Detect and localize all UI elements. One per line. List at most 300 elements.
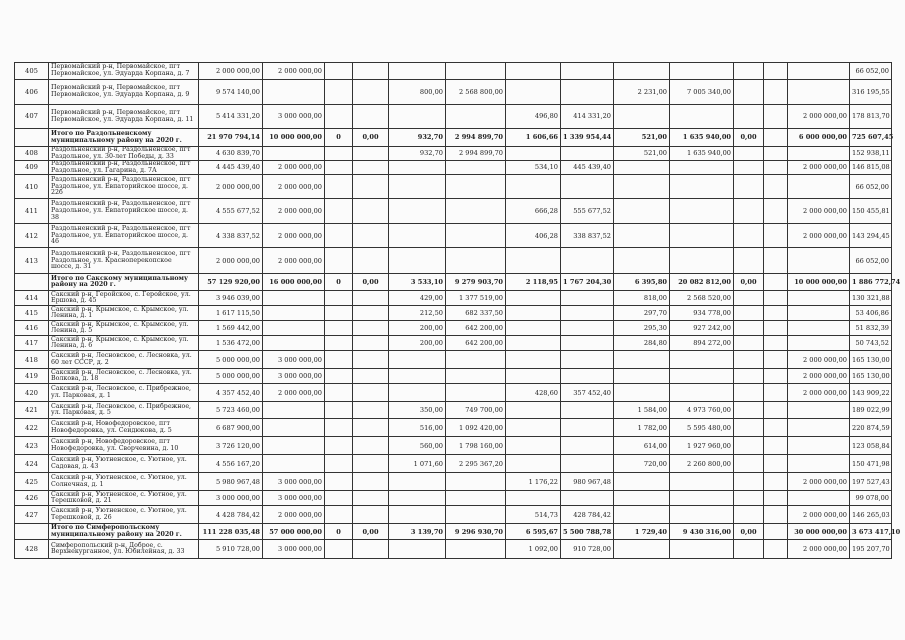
value-cell-c11	[734, 321, 764, 336]
value-cell-c13: 2 000 000,00	[788, 105, 850, 129]
value-cell-c11	[734, 369, 764, 384]
row-number	[15, 129, 49, 147]
value-cell-c13	[788, 248, 850, 274]
value-cell-c4	[353, 384, 389, 402]
table-row	[15, 369, 892, 384]
value-cell-c14: 146 815,08	[850, 161, 892, 175]
value-cell-c12	[764, 455, 788, 473]
value-cell-c11	[734, 506, 764, 524]
value-cell-c10	[670, 473, 734, 491]
value-cell-c13: 2 000 000,00	[788, 540, 850, 559]
value-cell-c14: 220 874,59	[850, 419, 892, 437]
value-cell-c13: 2 000 000,00	[788, 161, 850, 175]
value-cell-total: 4 357 452,40	[199, 384, 263, 402]
value-cell-c5	[389, 224, 446, 248]
address-cell: Сакский р-н, Лесновское, с. Лесновка, ул. Волкова, д. 18	[49, 369, 199, 384]
value-cell-c8	[561, 351, 614, 369]
value-cell-c3	[325, 199, 353, 224]
value-cell-c7: 666,28	[506, 199, 561, 224]
value-cell-c12	[764, 199, 788, 224]
value-cell-c7	[506, 175, 561, 199]
value-cell-c11	[734, 336, 764, 351]
value-cell-c6	[446, 199, 506, 224]
value-cell-c6	[446, 105, 506, 129]
value-cell-c7	[506, 419, 561, 437]
value-cell-c6	[446, 224, 506, 248]
value-cell-c3	[325, 437, 353, 455]
row-number: 414	[15, 291, 49, 306]
value-cell-c3	[325, 369, 353, 384]
table-body	[15, 63, 901, 559]
value-cell-c14: 99 078,00	[850, 491, 892, 506]
value-cell-c8: 5 500 788,78	[561, 524, 614, 540]
value-cell-c9: 614,00	[614, 437, 670, 455]
table-row	[15, 321, 892, 336]
value-cell-c13	[788, 455, 850, 473]
value-cell-c11	[734, 402, 764, 419]
value-cell-c8: 357 452,40	[561, 384, 614, 402]
address-cell: Раздольненский р-н, Раздольненское, пгт Раздольное, ул. Евпаторийское шоссе, д. 22б	[49, 175, 199, 199]
value-cell-c10: 9 430 316,00	[670, 524, 734, 540]
value-cell-c6: 1 798 160,00	[446, 437, 506, 455]
address-cell: Сакский р-н, Лесновское, с. Прибрежное, ул. Парковая, д. 5	[49, 402, 199, 419]
value-cell-c2	[263, 419, 325, 437]
row-number: 418	[15, 351, 49, 369]
value-cell-c13: 2 000 000,00	[788, 369, 850, 384]
table-row	[15, 419, 892, 437]
value-cell-c6: 1 377 519,00	[446, 291, 506, 306]
value-cell-c11	[734, 455, 764, 473]
value-cell-c3	[325, 147, 353, 161]
value-cell-total: 3 726 120,00	[199, 437, 263, 455]
value-cell-c9	[614, 63, 670, 80]
value-cell-c3	[325, 402, 353, 419]
value-cell-c7	[506, 147, 561, 161]
value-cell-c14: 197 527,43	[850, 473, 892, 491]
value-cell-c10: 1 927 960,00	[670, 437, 734, 455]
row-number: 426	[15, 491, 49, 506]
row-number	[15, 274, 49, 291]
value-cell-c5: 200,00	[389, 321, 446, 336]
value-cell-c12	[764, 524, 788, 540]
value-cell-c4	[353, 491, 389, 506]
value-cell-c13	[788, 306, 850, 321]
value-cell-c9	[614, 384, 670, 402]
row-number: 422	[15, 419, 49, 437]
value-cell-c9	[614, 161, 670, 175]
value-cell-c9	[614, 105, 670, 129]
value-cell-c13	[788, 80, 850, 105]
value-cell-c10	[670, 63, 734, 80]
value-cell-c5	[389, 369, 446, 384]
value-cell-c8	[561, 369, 614, 384]
table-row	[15, 351, 892, 369]
value-cell-c6: 642 200,00	[446, 321, 506, 336]
value-cell-c14: 143 909,22	[850, 384, 892, 402]
value-cell-c7	[506, 248, 561, 274]
value-cell-c6: 749 700,00	[446, 402, 506, 419]
value-cell-c10: 1 635 940,00	[670, 129, 734, 147]
value-cell-c4	[353, 306, 389, 321]
value-cell-total: 9 574 140,00	[199, 80, 263, 105]
value-cell-c4	[353, 351, 389, 369]
value-cell-c5	[389, 540, 446, 559]
value-cell-c5	[389, 63, 446, 80]
value-cell-c10	[670, 161, 734, 175]
value-cell-c2: 2 000 000,00	[263, 175, 325, 199]
value-cell-c13	[788, 437, 850, 455]
value-cell-total: 6 687 900,00	[199, 419, 263, 437]
table-row	[15, 437, 892, 455]
value-cell-c13: 2 000 000,00	[788, 506, 850, 524]
value-cell-c12	[764, 80, 788, 105]
value-cell-c8: 910 728,00	[561, 540, 614, 559]
value-cell-c6	[446, 473, 506, 491]
table-row	[15, 540, 892, 559]
address-cell: Раздольненский р-н, Раздольненское, пгт Раздольное, ул. Красноперекопское шоссе, д. 31	[49, 248, 199, 274]
value-cell-c12	[764, 147, 788, 161]
value-cell-c11	[734, 147, 764, 161]
value-cell-c6	[446, 351, 506, 369]
value-cell-c11	[734, 306, 764, 321]
address-cell: Сакский р-н, Крымское, с. Крымское, ул. Ленина, д. 6	[49, 336, 199, 351]
address-cell: Симферопольский р-н, Доброе, с. Верхнекурганное, ул. Юбилейная, д. 33	[49, 540, 199, 559]
value-cell-c11	[734, 437, 764, 455]
value-cell-c5	[389, 248, 446, 274]
value-cell-c10: 2 568 520,00	[670, 291, 734, 306]
value-cell-c3: 0	[325, 524, 353, 540]
value-cell-c14: 66 052,00	[850, 63, 892, 80]
value-cell-c9: 1 782,00	[614, 419, 670, 437]
address-cell: Сакский р-н, Уютненское, с. Уютное, ул. Солнечная, д. 1	[49, 473, 199, 491]
value-cell-c10	[670, 199, 734, 224]
value-cell-c4	[353, 248, 389, 274]
value-cell-c6: 2 994 899,70	[446, 129, 506, 147]
value-cell-c11	[734, 291, 764, 306]
value-cell-c2: 16 000 000,00	[263, 274, 325, 291]
value-cell-c7	[506, 491, 561, 506]
value-cell-c9: 2 231,00	[614, 80, 670, 105]
value-cell-c9	[614, 506, 670, 524]
value-cell-c9: 720,00	[614, 455, 670, 473]
table-row	[15, 161, 892, 175]
row-number	[15, 524, 49, 540]
value-cell-c5: 932,70	[389, 129, 446, 147]
value-cell-c3	[325, 63, 353, 80]
page-footer-margin	[0, 632, 905, 640]
value-cell-c4: 0,00	[353, 274, 389, 291]
value-cell-total: 4 630 839,70	[199, 147, 263, 161]
value-cell-c6: 9 279 903,70	[446, 274, 506, 291]
value-cell-total: 2 000 000,00	[199, 248, 263, 274]
value-cell-c12	[764, 274, 788, 291]
value-cell-c2: 3 000 000,00	[263, 351, 325, 369]
value-cell-c4: 0,00	[353, 129, 389, 147]
value-cell-c5: 200,00	[389, 336, 446, 351]
value-cell-c12	[764, 540, 788, 559]
value-cell-c12	[764, 306, 788, 321]
value-cell-c14: 189 022,99	[850, 402, 892, 419]
value-cell-c14: 66 052,00	[850, 248, 892, 274]
value-cell-c8: 428 784,42	[561, 506, 614, 524]
value-cell-c11	[734, 473, 764, 491]
row-number: 408	[15, 147, 49, 161]
value-cell-c2	[263, 147, 325, 161]
value-cell-c14: 50 743,52	[850, 336, 892, 351]
value-cell-c5	[389, 473, 446, 491]
value-cell-c3	[325, 336, 353, 351]
value-cell-c11	[734, 351, 764, 369]
value-cell-c12	[764, 224, 788, 248]
value-cell-c12	[764, 369, 788, 384]
row-number: 405	[15, 63, 49, 80]
value-cell-c9: 295,30	[614, 321, 670, 336]
value-cell-c6: 2 295 367,20	[446, 455, 506, 473]
value-cell-c2	[263, 321, 325, 336]
value-cell-c14: 51 832,39	[850, 321, 892, 336]
value-cell-c9: 818,00	[614, 291, 670, 306]
value-cell-total: 5 910 728,00	[199, 540, 263, 559]
value-cell-total: 57 129 920,00	[199, 274, 263, 291]
address-cell: Сакский р-н, Уютненское, с. Уютное, ул. Садовая, д. 43	[49, 455, 199, 473]
value-cell-c5: 350,00	[389, 402, 446, 419]
row-number: 424	[15, 455, 49, 473]
value-cell-c2	[263, 336, 325, 351]
value-cell-c4	[353, 224, 389, 248]
row-number: 406	[15, 80, 49, 105]
table-row	[15, 105, 892, 129]
value-cell-c9	[614, 199, 670, 224]
value-cell-c10	[670, 491, 734, 506]
value-cell-c3	[325, 351, 353, 369]
value-cell-c8: 1 767 204,30	[561, 274, 614, 291]
value-cell-c6	[446, 491, 506, 506]
value-cell-c7	[506, 455, 561, 473]
value-cell-c11	[734, 248, 764, 274]
value-cell-c13	[788, 321, 850, 336]
table-row	[15, 175, 892, 199]
value-cell-c9	[614, 248, 670, 274]
value-cell-total: 5 000 000,00	[199, 369, 263, 384]
value-cell-c14: 143 294,45	[850, 224, 892, 248]
value-cell-c9	[614, 540, 670, 559]
address-cell: Итого по Раздольненскому муниципальному району на 2020 г.	[49, 129, 199, 147]
value-cell-c14: 3 673 417,10	[850, 524, 892, 540]
value-cell-c5: 560,00	[389, 437, 446, 455]
value-cell-c3	[325, 306, 353, 321]
value-cell-c13	[788, 291, 850, 306]
value-cell-c9	[614, 224, 670, 248]
value-cell-c13	[788, 419, 850, 437]
value-cell-c3	[325, 384, 353, 402]
address-cell: Итого по Симферопольскому муниципальному району на 2020 г.	[49, 524, 199, 540]
value-cell-c6	[446, 248, 506, 274]
value-cell-c4	[353, 336, 389, 351]
value-cell-c5: 800,00	[389, 80, 446, 105]
value-cell-c4	[353, 369, 389, 384]
subtotal-row	[15, 129, 892, 147]
row-number: 425	[15, 473, 49, 491]
value-cell-c13: 2 000 000,00	[788, 224, 850, 248]
row-number: 409	[15, 161, 49, 175]
value-cell-c3	[325, 321, 353, 336]
value-cell-c6: 2 994 899,70	[446, 147, 506, 161]
subtotal-row	[15, 274, 892, 291]
value-cell-c7: 496,80	[506, 105, 561, 129]
table-row	[15, 199, 892, 224]
value-cell-c9	[614, 473, 670, 491]
value-cell-c8	[561, 437, 614, 455]
value-cell-c8: 338 837,52	[561, 224, 614, 248]
value-cell-c5: 3 139,70	[389, 524, 446, 540]
value-cell-c4	[353, 321, 389, 336]
value-cell-c3	[325, 506, 353, 524]
value-cell-c8	[561, 248, 614, 274]
value-cell-c8	[561, 291, 614, 306]
value-cell-c10	[670, 351, 734, 369]
value-cell-c13: 10 000 000,00	[788, 274, 850, 291]
value-cell-c11	[734, 384, 764, 402]
value-cell-c10	[670, 175, 734, 199]
row-number: 413	[15, 248, 49, 274]
value-cell-c12	[764, 351, 788, 369]
value-cell-c14: 146 265,03	[850, 506, 892, 524]
value-cell-c9: 1 729,40	[614, 524, 670, 540]
value-cell-c14: 725 607,45	[850, 129, 892, 147]
value-cell-c13	[788, 175, 850, 199]
value-cell-c12	[764, 491, 788, 506]
row-number: 420	[15, 384, 49, 402]
value-cell-total: 4 445 439,40	[199, 161, 263, 175]
value-cell-c11: 0,00	[734, 524, 764, 540]
value-cell-c6	[446, 384, 506, 402]
value-cell-c13	[788, 491, 850, 506]
value-cell-c3	[325, 248, 353, 274]
value-cell-c2: 2 000 000,00	[263, 63, 325, 80]
value-cell-c2: 57 000 000,00	[263, 524, 325, 540]
table-row	[15, 306, 892, 321]
value-cell-c14: 1 886 772,74	[850, 274, 892, 291]
value-cell-c2	[263, 437, 325, 455]
table-row	[15, 80, 892, 105]
register-table	[14, 62, 901, 559]
value-cell-c3	[325, 491, 353, 506]
address-cell: Сакский р-н, Крымское, с. Крымское, ул. Ленина, д. 1	[49, 306, 199, 321]
table-row	[15, 473, 892, 491]
value-cell-c2: 2 000 000,00	[263, 506, 325, 524]
value-cell-c4	[353, 437, 389, 455]
value-cell-c6: 9 296 930,70	[446, 524, 506, 540]
value-cell-total: 4 428 784,42	[199, 506, 263, 524]
value-cell-total: 4 556 167,20	[199, 455, 263, 473]
subtotal-row	[15, 524, 892, 540]
value-cell-c4	[353, 147, 389, 161]
value-cell-c12	[764, 506, 788, 524]
value-cell-c13: 2 000 000,00	[788, 351, 850, 369]
value-cell-c2: 3 000 000,00	[263, 369, 325, 384]
table-row	[15, 291, 892, 306]
value-cell-c7	[506, 321, 561, 336]
row-number: 417	[15, 336, 49, 351]
value-cell-c13: 2 000 000,00	[788, 473, 850, 491]
address-cell: Первомайский р-н, Первомайское, пгт Первомайское, ул. Эдуарда Корпана, д. 7	[49, 63, 199, 80]
value-cell-c2: 3 000 000,00	[263, 473, 325, 491]
value-cell-total: 1 569 442,00	[199, 321, 263, 336]
value-cell-c4	[353, 473, 389, 491]
value-cell-c14: 195 207,70	[850, 540, 892, 559]
value-cell-c9	[614, 351, 670, 369]
value-cell-c7: 514,73	[506, 506, 561, 524]
value-cell-c8	[561, 80, 614, 105]
value-cell-c2	[263, 306, 325, 321]
value-cell-c11	[734, 161, 764, 175]
value-cell-c4	[353, 540, 389, 559]
value-cell-c14: 150 471,98	[850, 455, 892, 473]
row-number: 423	[15, 437, 49, 455]
value-cell-c4	[353, 419, 389, 437]
value-cell-c7: 2 118,95	[506, 274, 561, 291]
value-cell-c8: 555 677,52	[561, 199, 614, 224]
value-cell-c5: 1 071,60	[389, 455, 446, 473]
value-cell-c2: 3 000 000,00	[263, 491, 325, 506]
table-row	[15, 336, 892, 351]
address-cell: Первомайский р-н, Первомайское, пгт Первомайское, ул. Эдуарда Корпана, д. 9	[49, 80, 199, 105]
value-cell-c10: 7 005 340,00	[670, 80, 734, 105]
value-cell-c7	[506, 63, 561, 80]
value-cell-c13	[788, 147, 850, 161]
value-cell-c8	[561, 306, 614, 321]
value-cell-c8	[561, 321, 614, 336]
value-cell-c4	[353, 63, 389, 80]
value-cell-c11	[734, 175, 764, 199]
value-cell-c10	[670, 105, 734, 129]
value-cell-c14: 165 130,00	[850, 351, 892, 369]
value-cell-c7: 1 176,22	[506, 473, 561, 491]
value-cell-c14: 123 058,84	[850, 437, 892, 455]
address-cell: Итого по Сакскому муниципальному району на 2020 г.	[49, 274, 199, 291]
value-cell-c10	[670, 248, 734, 274]
value-cell-total: 5 414 331,20	[199, 105, 263, 129]
value-cell-c12	[764, 291, 788, 306]
value-cell-c14: 178 813,70	[850, 105, 892, 129]
address-cell: Сакский р-н, Геройское, с. Геройское, ул. Ершова, д. 45	[49, 291, 199, 306]
table-row	[15, 63, 892, 80]
value-cell-c8: 445 439,40	[561, 161, 614, 175]
value-cell-c11	[734, 491, 764, 506]
value-cell-c3	[325, 224, 353, 248]
value-cell-c10: 1 635 940,00	[670, 147, 734, 161]
address-cell: Первомайский р-н, Первомайское, пгт Первомайское, ул. Эдуарда Корпана, д. 11	[49, 105, 199, 129]
value-cell-c6	[446, 63, 506, 80]
value-cell-c12	[764, 384, 788, 402]
row-number: 427	[15, 506, 49, 524]
value-cell-c9: 284,80	[614, 336, 670, 351]
row-number: 421	[15, 402, 49, 419]
value-cell-total: 111 228 035,48	[199, 524, 263, 540]
value-cell-c3	[325, 80, 353, 105]
value-cell-c4	[353, 455, 389, 473]
address-cell: Раздольненский р-н, Раздольненское, пгт Раздольное, ул. Гагарина, д. 7А	[49, 161, 199, 175]
value-cell-total: 4 338 837,52	[199, 224, 263, 248]
table-row	[15, 224, 892, 248]
address-cell: Раздольненский р-н, Раздольненское, пгт Раздольное, ул. Евпаторийское шоссе, д. 38	[49, 199, 199, 224]
address-cell: Сакский р-н, Уютненское, с. Уютное, ул. Терешковой, д. 26	[49, 506, 199, 524]
value-cell-c2	[263, 455, 325, 473]
value-cell-c13	[788, 402, 850, 419]
value-cell-c9	[614, 175, 670, 199]
row-number: 419	[15, 369, 49, 384]
value-cell-c3	[325, 161, 353, 175]
